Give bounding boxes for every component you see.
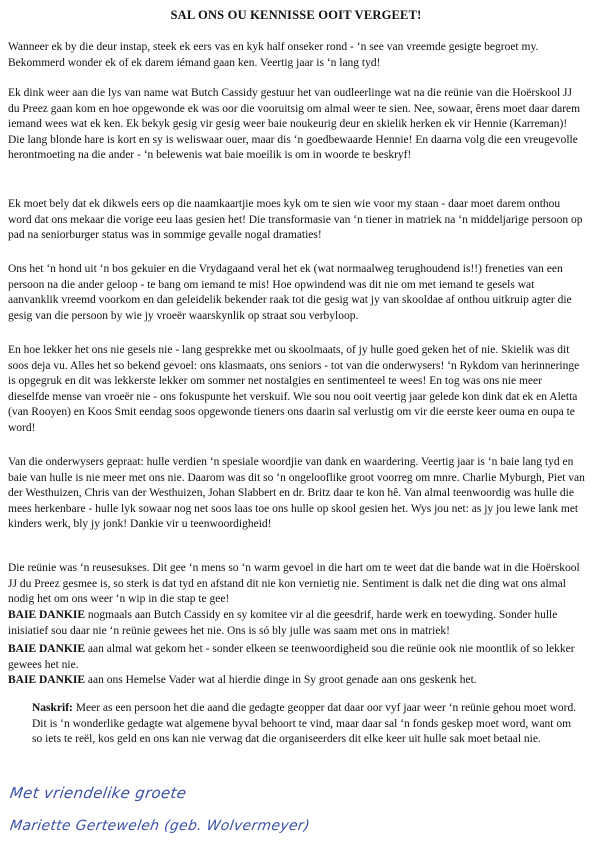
paragraph-conversations: En hoe lekker het ons nie gesels nie - lang gesprekke met ou skoolmaats, of jy hulle goed geken het of nie. Skielik was dit soos deja vu. Alles het so bekend gevoel: ons klasmaats, ons seniors - tot van die onderwysers! ‘n Rykdom van herinneringe is opgegruk en dit was lekkerste lekker om sommer net nostalgies en sentimenteel te wees! En tog was ons nie meer dieselfde mense van vroeër nie - ons fokuspunte het verskuif. Wie sou nou ooit veertig jaar gelede kon dink dat ek en Aletta (van Rooyen) en Koos Smit eendag soos opgewonde tieners ons daarin sal verlustig om vir die eerste keer ouma en oupa te word! — [8, 344, 580, 434]
paragraph-teachers: Van die onderwysers gepraat: hulle verdien ‘n spesiale woordjie van dank en waardering. Veertig jaar is ‘n baie lang tyd en baie van hulle is nie meer met ons nie. Daarom was dit so ‘n ongelooflike groot voorreg om mnre. Charlie Myburgh, Piet van der Westhuizen, Chris van der Westhuizen, Johan Slabbert en dr. Britz daar te kon hê. Van almal teenwoordig was hulle die mees herkenbare - hulle lyk sowaar nog net soos laas toe ons hulle op skool gesien het. Wys jou net: as jy jou lewe lank met kinders werk, bly jy jonk! Dankie vir u teenwoordigheid! — [8, 456, 585, 530]
thanks-heavenly-father — [8, 673, 586, 689]
postscript — [32, 701, 584, 748]
thanks-lead: BAIE DANKIE — [8, 643, 86, 655]
signature-name: Mariette Gerteweleh (geb. Wolvermeyer) — [8, 818, 311, 834]
thanks-committee — [8, 608, 586, 639]
paragraph-name-tags: Ek moet bely dat ek dikwels eers op die naamkaartjie moes kyk om te sien wie voor my staan - daar moet darem onthou word dat ons mekaar die vorige eeu laas gesien het! Die transformasie van ‘n tiener in matriek na ‘n middeljarige persoon op pad na seniorburger status was in sommige gevalle nogal dramaties! — [8, 198, 583, 241]
postscript-text: Meer as een persoon het die aand die gedagte geopper dat daar oor vyf jaar weer ‘n reünie gehou moet word. Dit is ‘n wonderlike gedagte wat algemene byval behoort te vind, maar daar sal ‘n fonds geskep moet word, want om so iets te reël, kos geld en ons kan nie verwag dat die organiseerders dit elke keer uit hulle sak moet betaal nie. — [32, 702, 577, 745]
paragraph-recognition: Ek dink weer aan die lys van name wat Butch Cassidy gestuur het van oudleerlinge wat na die reünie van die Hoërskool JJ du Preez gaan kom en hoe opgewonde ek was oor die vooruitsig om almal weer te sien. Nee, sowaar, êrens moet daar darem iemand wees wat ek ken. Ek bekyk gesig vir gesig weer baie noukeurig deur en skielik herken ek vir Hennie (Karreman)! Die lang blonde hare is kort en sy is weliswaar ouer, maar dis ‘n goedbewaarde Hennie! En daarna volg die een vreugevolle herontmoeting na die ander - ‘n belewenis wat baie moeilik is om in woorde te beskryf! — [8, 87, 581, 161]
thanks-lead: BAIE DANKIE — [8, 609, 86, 621]
document-title: SAL ONS OU KENNISSE OOIT VERGEET! — [170, 8, 422, 22]
paragraph-arrival: Wanneer ek by die deur instap, steek ek eers vas en kyk half onseker rond - ‘n see van vreemde gesigte begroet my. Bekommerd wonder ek of ek darem iémand gaan ken. Veertig jaar is ‘n lang tyd! — [8, 41, 539, 69]
thanks-lead: BAIE DANKIE — [8, 674, 86, 686]
signature-greeting: Met vriendelike groete — [8, 784, 188, 802]
postscript-lead: Naskrif: — [32, 702, 73, 714]
paragraph-friday-evening: Ons het ‘n hond uit ‘n bos gekuier en die Vrydagaand veral het ek (wat normaalweg terughoudend is!!) freneties van een persoon na die ander geloop - te bang om iemand te mis! Hoe opwindend was dit nie om met iemand te gesels wat aanvanklik vreemd voorkom en dan geleidelik bekender raak tot die gesig wat jy van skooldae af onthou uitkruip agter die gesig van die persoon by wie jy vroeër waarskynlik op straat sou verbyloop. — [8, 263, 572, 322]
thanks-text: aan almal wat gekom het - sonder elkeen se teenwoordigheid sou die reünie ook nie moontlik of so lekker gewees het nie. — [8, 643, 575, 671]
paragraph-success: Die reünie was ‘n reusesukses. Dit gee ‘n mens so ‘n warm gevoel in die hart om te weet dat die bande wat in die Hoërskool JJ du Preez gesmee is, so sterk is dat tyd en afstand dit nie kon vernietig nie. Sentiment is dalk net die ding wat ons almal nodig het om ons weer ‘n wip in die stap te gee! — [8, 562, 580, 605]
thanks-text: nogmaals aan Butch Cassidy en sy komitee vir al die geesdrif, harde werk en toewyding. Sonder hulle inisiatief sou daar nie ‘n reünie gewees het nie. Ons is só bly julle was saam met ons in matriek! — [8, 609, 558, 637]
thanks-attendees — [8, 642, 586, 673]
thanks-text: aan ons Hemelse Vader wat al hierdie dinge in Sy groot genade aan ons geskenk het. — [85, 674, 477, 686]
